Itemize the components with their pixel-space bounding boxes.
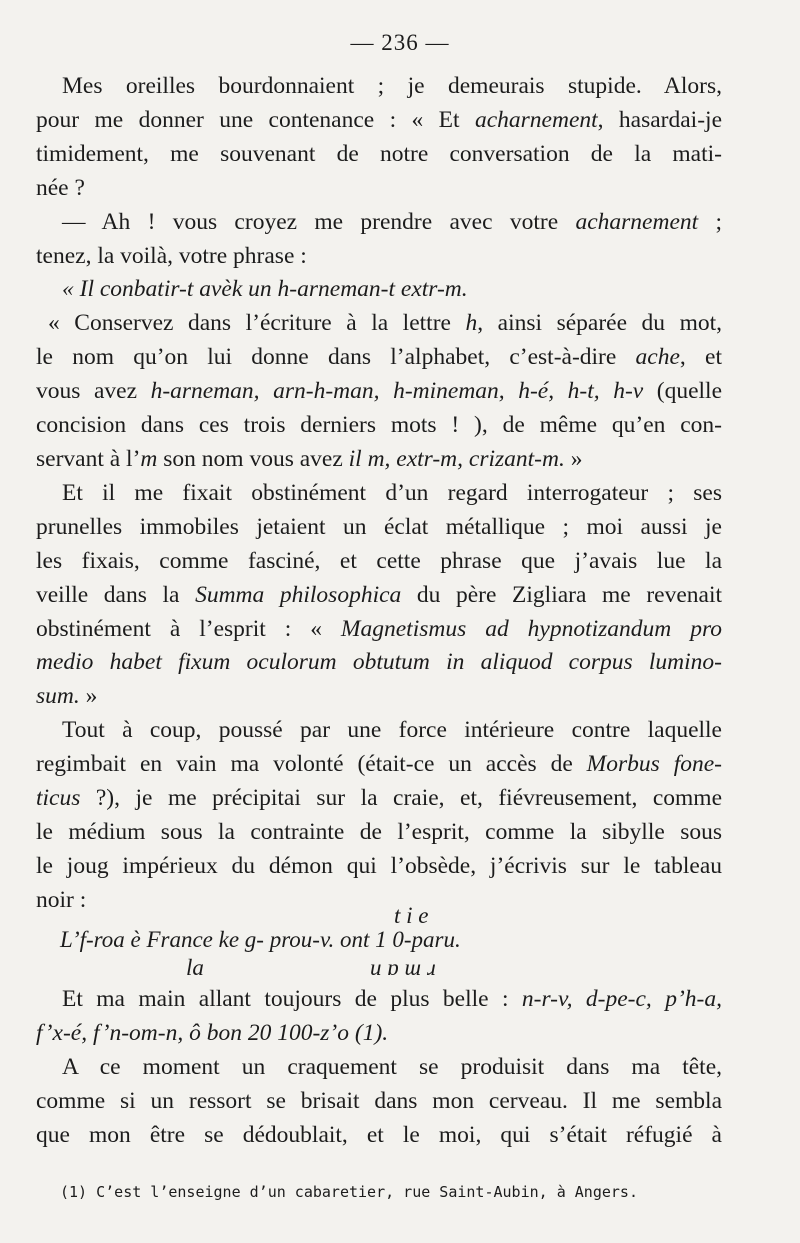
paragraph-line: le nom qu’on lui donne dans l’alphabet, c’est-à-dire ache, et xyxy=(36,344,722,371)
body-text xyxy=(36,70,722,918)
paragraph-line: le médium sous la contrainte de l’esprit, comme la sibylle sous xyxy=(36,818,722,845)
paragraph-line: prunelles immobiles jetaient un éclat métallique ; moi aussi je xyxy=(36,513,722,540)
paragraph-line: tenez, la voilà, votre phrase : xyxy=(36,242,307,269)
paragraph-line: vous avez h-arneman, arn-h-man, h-mineman, h-é, h-t, h-v (quelle xyxy=(36,378,723,405)
body-text-continued xyxy=(36,983,722,1153)
paragraph-line: Et ma main allant toujours de plus belle : n-r-v, d-pe-c, p’h-a, xyxy=(62,986,722,1012)
paragraph-line: servant à l’m son nom vous avez il m, extr-m, crizant-m. » xyxy=(36,445,583,472)
formula-superscript: t i e xyxy=(394,903,429,928)
quoted-phrase: « Il conbatir-t avèk un h-arneman-t extr-m. xyxy=(62,276,468,303)
paragraph-line: les fixais, comme fasciné, et cette phrase que j’avais lue la xyxy=(36,547,722,574)
paragraph-line: Tout à coup, poussé par une force intérieure contre laquelle xyxy=(62,717,722,744)
formula-subscript-right: u ɒ ɯ ɹ xyxy=(370,955,436,980)
formula-main-line: L’f-roa è France ke g- prou-v. ont 1 0-paru. xyxy=(60,927,461,952)
paragraph-line: medio habet fixum oculorum obtutum in aliquod corpus lumino- xyxy=(36,649,722,676)
paragraph-line: Mes oreilles bourdonnaient ; je demeurais stupide. Alors, xyxy=(62,73,722,99)
paragraph-line: ticus ?), je me précipitai sur la craie, et, fiévreusement, comme xyxy=(36,785,722,812)
paragraph-line: obstinément à l’esprit : « Magnetismus ad hypnotizandum pro xyxy=(36,615,722,642)
paragraph-line: concision dans ces trois derniers mots ! ), de même qu’en con- xyxy=(36,412,722,439)
paragraph-line: regimbait en vain ma volonté (était-ce un accès de Morbus fone- xyxy=(36,751,722,778)
paragraph-line: « Conservez dans l’écriture à la lettre h, ainsi séparée du mot, xyxy=(48,310,723,337)
formula-subscript-left: la xyxy=(186,955,204,980)
footnote: (1) C’est l’enseigne d’un cabaretier, rue Saint-Aubin, à Angers. xyxy=(60,1183,638,1201)
paragraph-line: f’x-é, f’n-om-n, ô bon 20 100-z’o (1). xyxy=(36,1019,389,1046)
paragraph-line: le joug impérieux du démon qui l’obsède, j’écrivis sur le tableau xyxy=(36,852,722,879)
page-number: — 236 — xyxy=(350,30,450,55)
paragraph-line: noir : xyxy=(36,886,87,913)
paragraph-line: A ce moment un craquement se produisit dans ma tête, xyxy=(62,1053,722,1080)
paragraph-line: veille dans la Summa philosophica du père Zigliara me revenait xyxy=(36,581,723,608)
paragraph-line: — Ah ! vous croyez me prendre avec votre acharnement ; xyxy=(62,208,723,235)
paragraph-line: timidement, me souvenant de notre conversation de la mati- xyxy=(36,140,722,167)
paragraph-line: comme si un ressort se brisait dans mon cerveau. Il me sembla xyxy=(36,1087,722,1114)
paragraph-line: sum. » xyxy=(36,683,98,710)
blackboard-formula xyxy=(60,903,740,985)
paragraph-line: Et il me fixait obstinément d’un regard interrogateur ; ses xyxy=(62,479,722,506)
paragraph-line: que mon être se dédoublait, et le moi, qui s’était réfugié à xyxy=(36,1121,722,1148)
paragraph-line: pour me donner une contenance : « Et acharnement, hasardai-je xyxy=(36,106,723,133)
paragraph-line: née ? xyxy=(36,174,85,201)
